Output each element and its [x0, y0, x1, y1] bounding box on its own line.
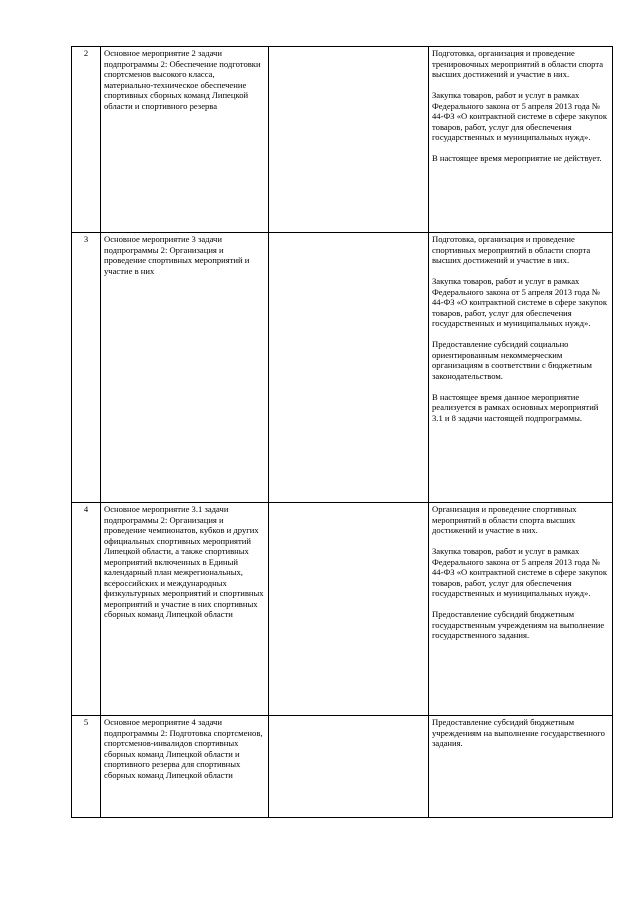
description-paragraph: Закупка товаров, работ и услуг в рамках Федерального закона от 5 апреля 2013 года № 44-ФЗ «О контрактной системе в сфере закупок товаров, работ, услуг для обеспечения государственных и муниципальных нужд».	[432, 276, 608, 328]
table-row	[72, 503, 613, 716]
event-description	[429, 503, 613, 716]
row-number: 2	[72, 47, 101, 233]
description-paragraph: Предоставление субсидий социально ориентированным некоммерческим организациям в соответствии с бюджетным законодательством.	[432, 339, 592, 381]
event-name: Основное мероприятие 2 задачи подпрограммы 2: Обеспечение подготовки спортсменов высокого класса, материально-техническое обеспечение спортивных сборных команд Липецкой области и спортивного резерва	[101, 47, 269, 233]
description-paragraph: Подготовка, организация и проведение спортивных мероприятий в области спорта высших достижений и участие в них.	[432, 234, 591, 265]
events-table	[71, 46, 613, 818]
description-paragraph: Подготовка, организация и проведение тренировочных мероприятий в области спорта высших достижений и участие в них.	[432, 48, 604, 79]
row-number: 4	[72, 503, 101, 716]
event-name: Основное мероприятие 4 задачи подпрограммы 2: Подготовка спортсменов, спортсменов-инвалидов спортивных сборных команд Липецкой области и спортивного резерва для спортивных сборных команд Липецкой области	[101, 716, 269, 818]
description-paragraph: В настоящее время мероприятие не действует.	[432, 153, 602, 163]
row-number: 5	[72, 716, 101, 818]
event-description	[429, 716, 613, 818]
row-number: 3	[72, 233, 101, 503]
empty-cell	[269, 233, 429, 503]
table-row	[72, 47, 613, 233]
event-description	[429, 47, 613, 233]
description-paragraph: Предоставление субсидий бюджетным учреждениям на выполнение государственного задания.	[432, 717, 605, 748]
empty-cell	[269, 716, 429, 818]
event-name: Основное мероприятие 3.1 задачи подпрограммы 2: Организация и проведение чемпионатов, кубков и других официальных спортивных мероприятий Липецкой области, а также спортивных мероприятий включенных в Единый календарный план межрегиональных, всероссийских и международных физкультурных мероприятий и спортивных мероприятий и участие в них спортивных сборных команд Липецкой области	[101, 503, 269, 716]
event-name: Основное мероприятие 3 задачи подпрограммы 2: Организация и проведение спортивных мероприятий и участие в них	[101, 233, 269, 503]
description-paragraph: Закупка товаров, работ и услуг в рамках Федерального закона от 5 апреля 2013 года № 44-ФЗ «О контрактной системе в сфере закупок товаров, работ, услуг для обеспечения государственных и муниципальных нужд».	[432, 546, 608, 598]
table-row	[72, 233, 613, 503]
description-paragraph: Предоставление субсидий бюджетным государственным учреждениям на выполнение государственного задания.	[432, 609, 605, 640]
description-paragraph: Организация и проведение спортивных мероприятий в области спорта высших достижений и участие в них.	[432, 504, 577, 535]
event-description	[429, 233, 613, 503]
empty-cell	[269, 503, 429, 716]
description-paragraph: В настоящее время данное мероприятие реализуется в рамках основных мероприятий 3.1 и 8 задачи настоящей подпрограммы.	[432, 391, 599, 423]
table-row	[72, 716, 613, 818]
description-paragraph: Закупка товаров, работ и услуг в рамках Федерального закона от 5 апреля 2013 года № 44-ФЗ «О контрактной системе в сфере закупок товаров, работ, услуг для обеспечения государственных и муниципальных нужд».	[432, 90, 608, 142]
empty-cell	[269, 47, 429, 233]
